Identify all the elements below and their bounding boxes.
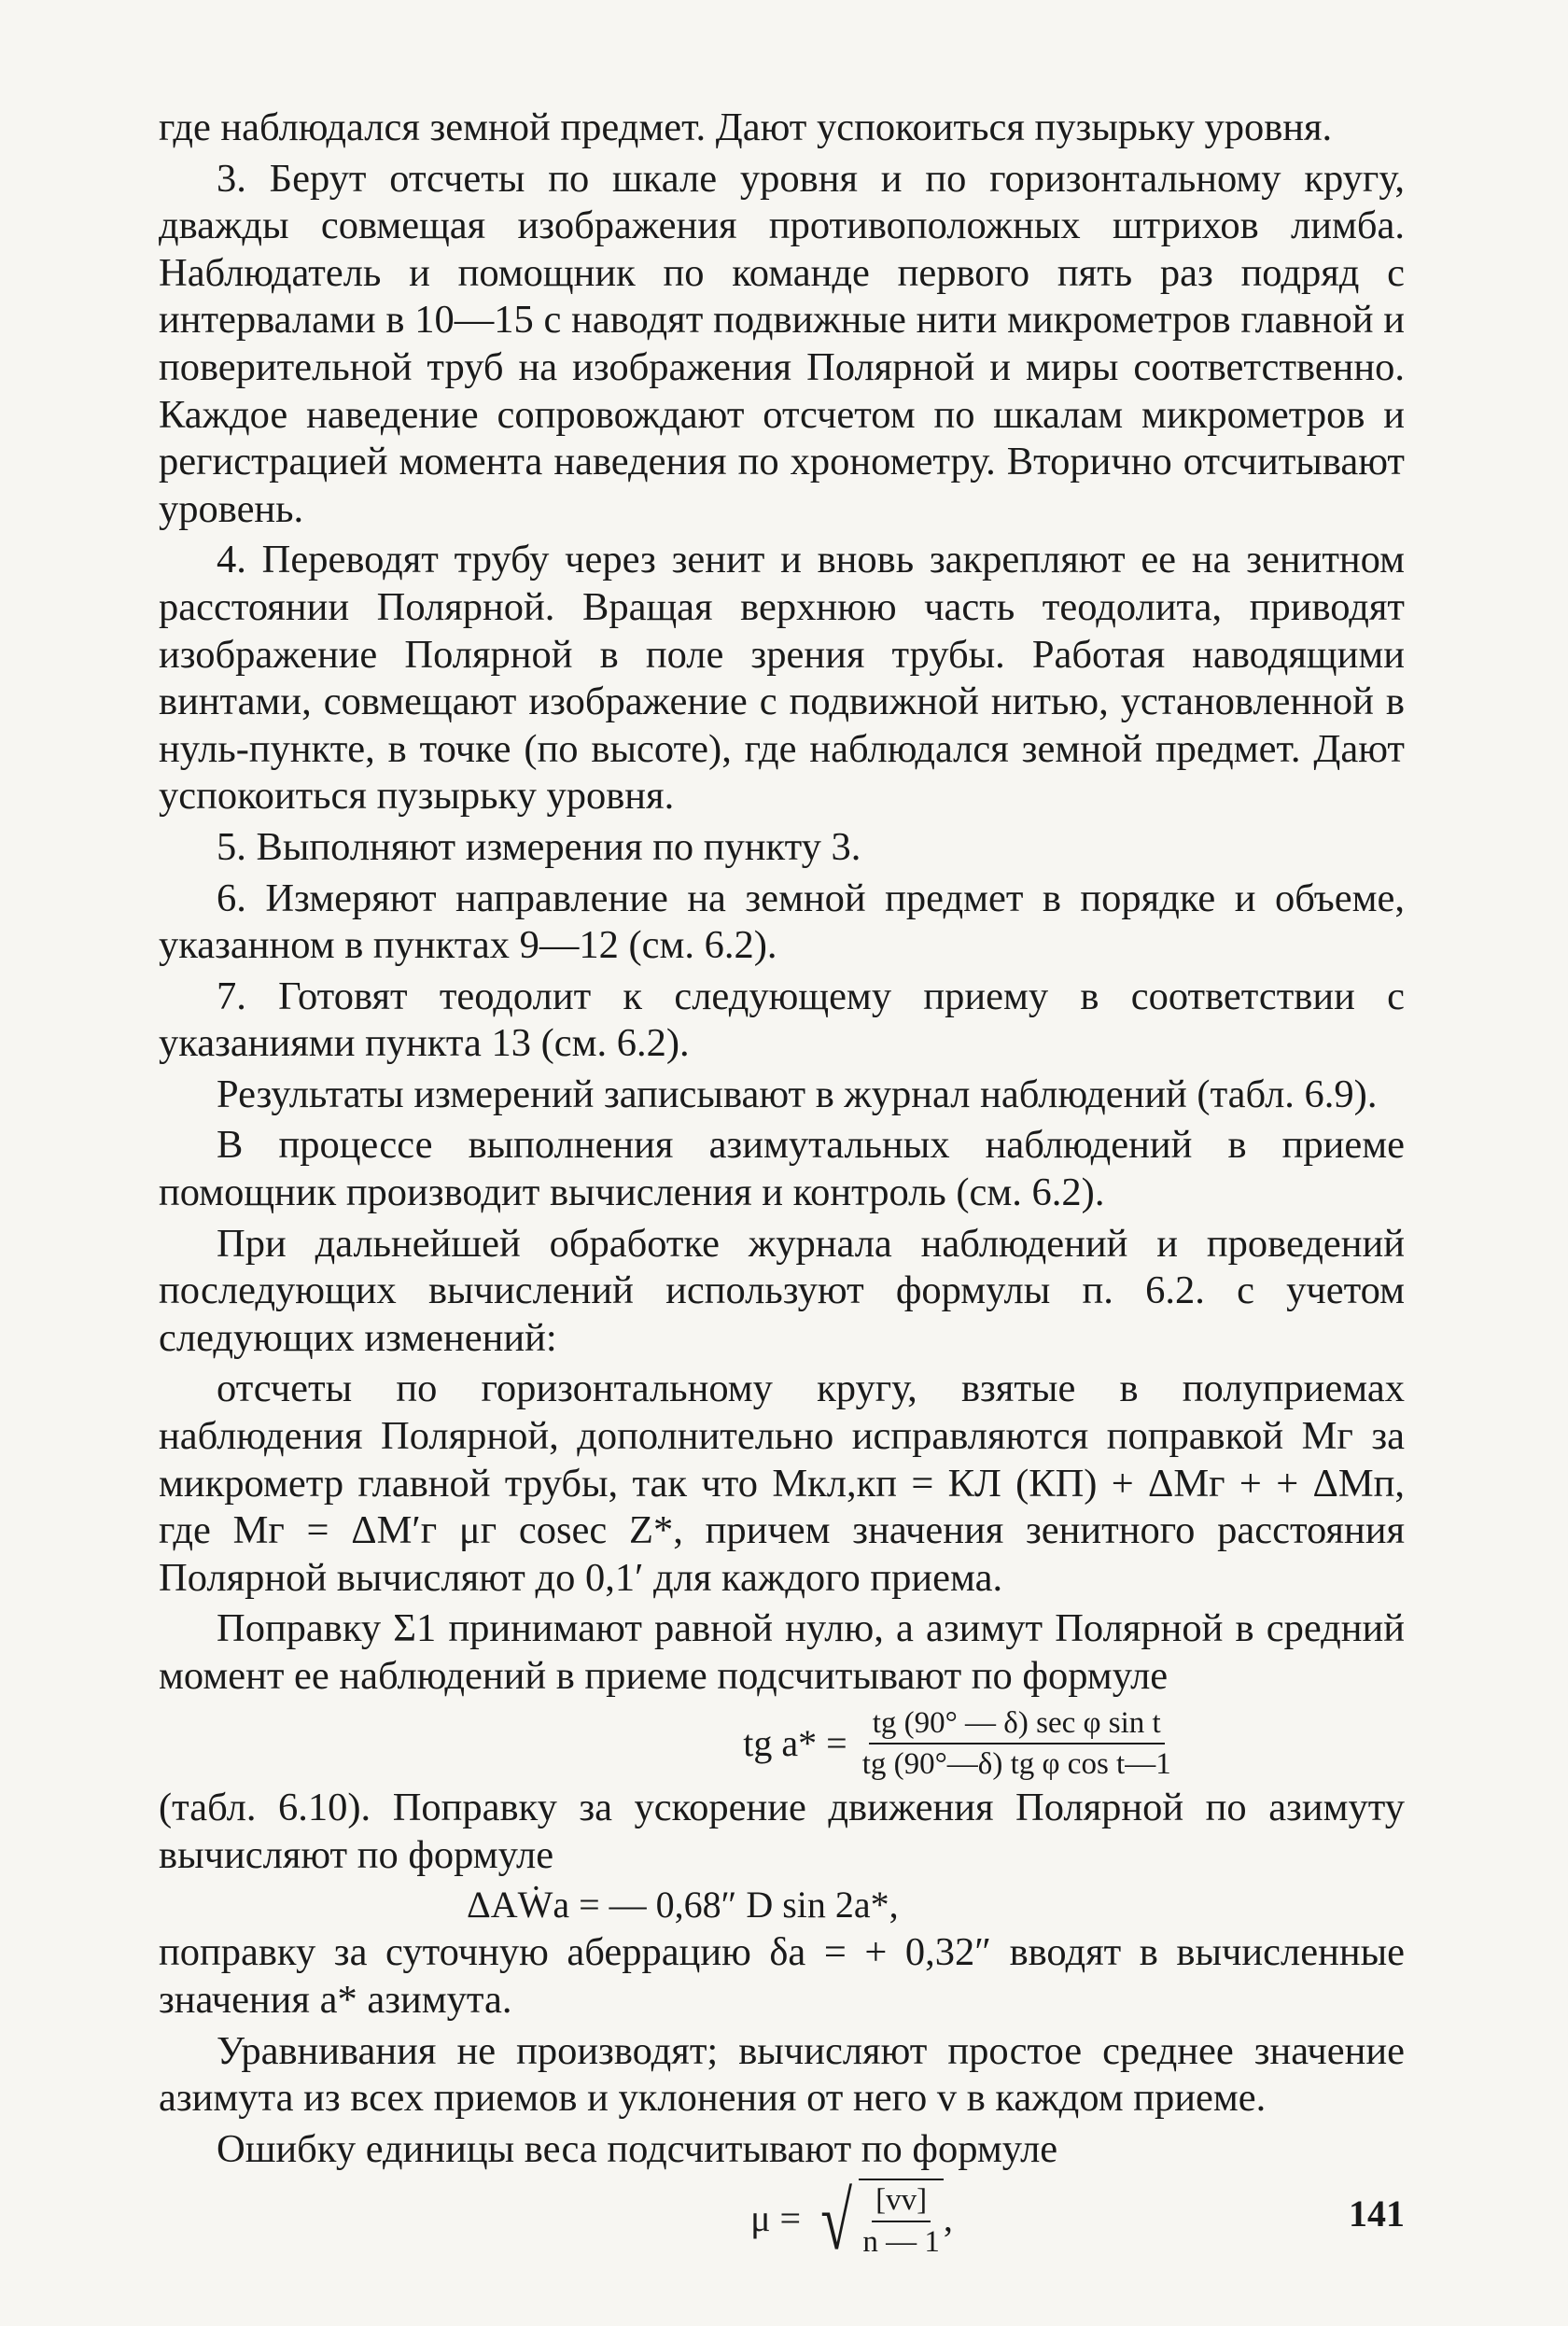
paragraph: Ошибку единицы веса подсчитывают по формуле (217, 2126, 1058, 2171)
acceleration-formula (159, 1885, 1405, 1926)
paragraph: где наблюдался земной предмет. Дают успокоиться пузырьку уровня. (159, 105, 1333, 149)
square-root (814, 2176, 944, 2267)
fraction-numerator: tg (90° — δ) sec φ sin t (869, 1706, 1165, 1744)
list-item-6: 6. Измеряют направление на земной предмет в порядке и объеме, указанном в пунктах 9—12 (см. 6.2). (159, 876, 1405, 968)
radical-sign: √ (820, 2176, 853, 2267)
formula-lhs: tg a* = (743, 1721, 847, 1764)
paragraph: В процессе выполнения азимутальных наблюдений в приеме помощник производит вычисления и контроль (см. 6.2). (159, 1123, 1405, 1215)
paragraph: Поправку Σ1 принимают равной нулю, а азимут Полярной в средний момент ее наблюдений в приеме подсчитывают по формуле (159, 1606, 1405, 1698)
paragraph: Результаты измерений записывают в журнал наблюдений (табл. 6.9). (217, 1072, 1378, 1116)
paragraph: (табл. 6.10). Поправку за ускорение движения Полярной по азимуту вычисляют по формуле (159, 1786, 1405, 1877)
list-item-3: 3. Берут отсчеты по шкале уровня и по горизонтальному кругу, дважды совмещая изображения противоположных штрихов лимба. Наблюдатель и помощник по команде первого пять раз подряд с интервалами в 10—15 с наводят подвижные нити микрометров главной и поверительной труб на изображения Полярной и миры соответственно. Каждое наведение сопровождают отсчетом по шкалам микрометров и регистрацией момента наведения по хронометру. Вторично отсчитывают уровень. (159, 156, 1405, 531)
fraction (859, 2179, 944, 2259)
list-item-7: 7. Готовят теодолит к следующему приему в соответствии с указаниями пункта 13 (см. 6.2). (159, 974, 1405, 1066)
azimuth-formula (159, 1706, 1405, 1782)
paragraph: поправку за суточную аберрацию δa = + 0,32″ вводят в вычисленные значения a* азимута. (159, 1930, 1405, 2022)
fraction-denominator: tg (90°—δ) tg φ cos t—1 (861, 1746, 1171, 1781)
fraction (859, 1706, 1175, 1782)
body-text (159, 105, 1405, 2267)
page-number: 141 (1349, 2193, 1405, 2235)
fraction-denominator: n — 1 (862, 2224, 940, 2259)
list-item-4: 4. Переводят трубу через зенит и вновь закрепляют ее на зенитном расстоянии Полярной. Вращая верхнюю часть теодолита, приводят изображение Полярной в поле зрения трубы. Работая наводящими винтами, совмещают изображение с подвижной нитью, установленной в нуль-пункте, в точке (по высоте), где наблюдался земной предмет. Дают успокоиться пузырьку уровня. (159, 538, 1405, 819)
paragraph: При дальнейшей обработке журнала наблюдений и проведений последующих вычислений используют формулы п. 6.2. с учетом следующих изменений: (159, 1221, 1405, 1360)
formula-lhs: μ = (750, 2197, 802, 2240)
formula-tail: , (943, 2197, 953, 2240)
formula-text: ΔAẆa = — 0,68″ D sin 2a*, (467, 1884, 899, 1927)
paragraph: отсчеты по горизонтальному кругу, взятые в полуприемах наблюдения Полярной, дополнительно исправляются поправкой Mг за микрометр главной трубы, так что Mкл,кп = КЛ (КП) + ΔMг + + ΔMп, где Mг = ΔM′г μг cosec Z*, причем значения зенитного расстояния Полярной вычисляют до 0,1′ для каждого приема. (159, 1366, 1405, 1600)
paragraph: Уравнивания не производят; вычисляют простое среднее значение азимута из всех приемов и уклонения от него v в каждом приеме. (159, 2028, 1405, 2121)
list-item-5: 5. Выполняют измерения по пункту 3. (217, 824, 861, 869)
unit-weight-error-formula (159, 2176, 1405, 2267)
fraction-numerator: [vv] (872, 2183, 931, 2221)
